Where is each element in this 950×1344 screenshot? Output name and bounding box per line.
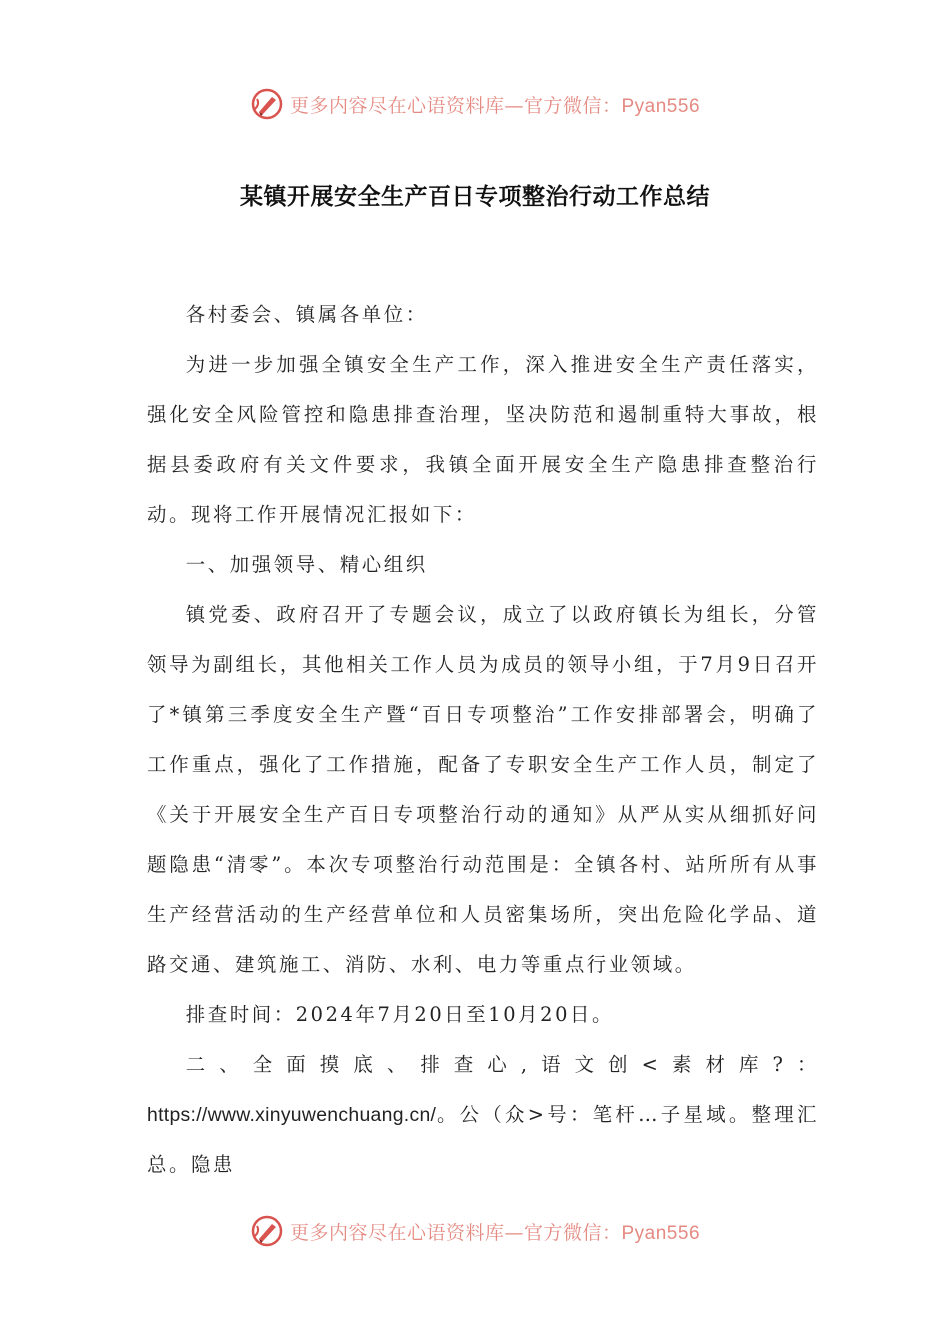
footer-watermark bbox=[0, 1211, 950, 1251]
section-heading-2 bbox=[147, 1040, 819, 1190]
salutation: 各村委会、镇属各单位： bbox=[185, 303, 428, 326]
header-watermark bbox=[0, 84, 950, 124]
watermark-id: Pyan556 bbox=[621, 95, 701, 117]
pen-logo-icon bbox=[250, 87, 284, 121]
paragraph-inspection-period: 排查时间：2024年7月20日至10月20日。 bbox=[185, 1003, 614, 1026]
paragraph-leadership: 镇党委、政府召开了专题会议，成立了以政府镇长为组长，分管领导为副组长，其他相关工作人员为成员的领导小组，于7月9日召开了*镇第三季度安全生产暨“百日专项整治”工作安排部署会，明确了工作重点，强化了工作措施，配备了专职安全生产工作人员，制定了《关于开展安全生产百日专项整治行动的通知》从严从实从细抓好问题隐患“清零”。本次专项整治行动范围是：全镇各村、站所所有从事生产经营活动的生产经营单位和人员密集场所，突出危险化学品、道路交通、建筑施工、消防、水利、电力等重点行业领域。 bbox=[147, 603, 819, 976]
section-2-prefix: 二、全面摸底、排查心,语文创<素材库?： bbox=[185, 1053, 819, 1076]
paragraph-intro: 为进一步加强全镇安全生产工作，深入推进安全生产责任落实，强化安全风险管控和隐患排查治理，坚决防范和遏制重特大事故，根据县委政府有关文件要求，我镇全面开展安全生产隐患排查整治行动。现将工作开展情况汇报如下： bbox=[147, 353, 819, 526]
source-url-link[interactable]: https://www.xinyuwenchuang.cn/ bbox=[147, 1104, 437, 1126]
pen-logo-icon bbox=[250, 1214, 284, 1248]
section-heading-1: 一、加强领导、精心组织 bbox=[185, 553, 428, 576]
section-2-suffix: 。公（众>号：笔杆…子星域。整理汇总。隐患 bbox=[147, 1103, 819, 1176]
document-body bbox=[147, 290, 819, 1190]
document-title: 某镇开展安全生产百日专项整治行动工作总结 bbox=[240, 184, 710, 210]
watermark-text: 更多内容尽在心语资料库—官方微信：Pyan556 bbox=[289, 94, 701, 117]
watermark-id: Pyan556 bbox=[621, 1222, 701, 1244]
watermark-text: 更多内容尽在心语资料库—官方微信：Pyan556 bbox=[289, 1221, 701, 1244]
